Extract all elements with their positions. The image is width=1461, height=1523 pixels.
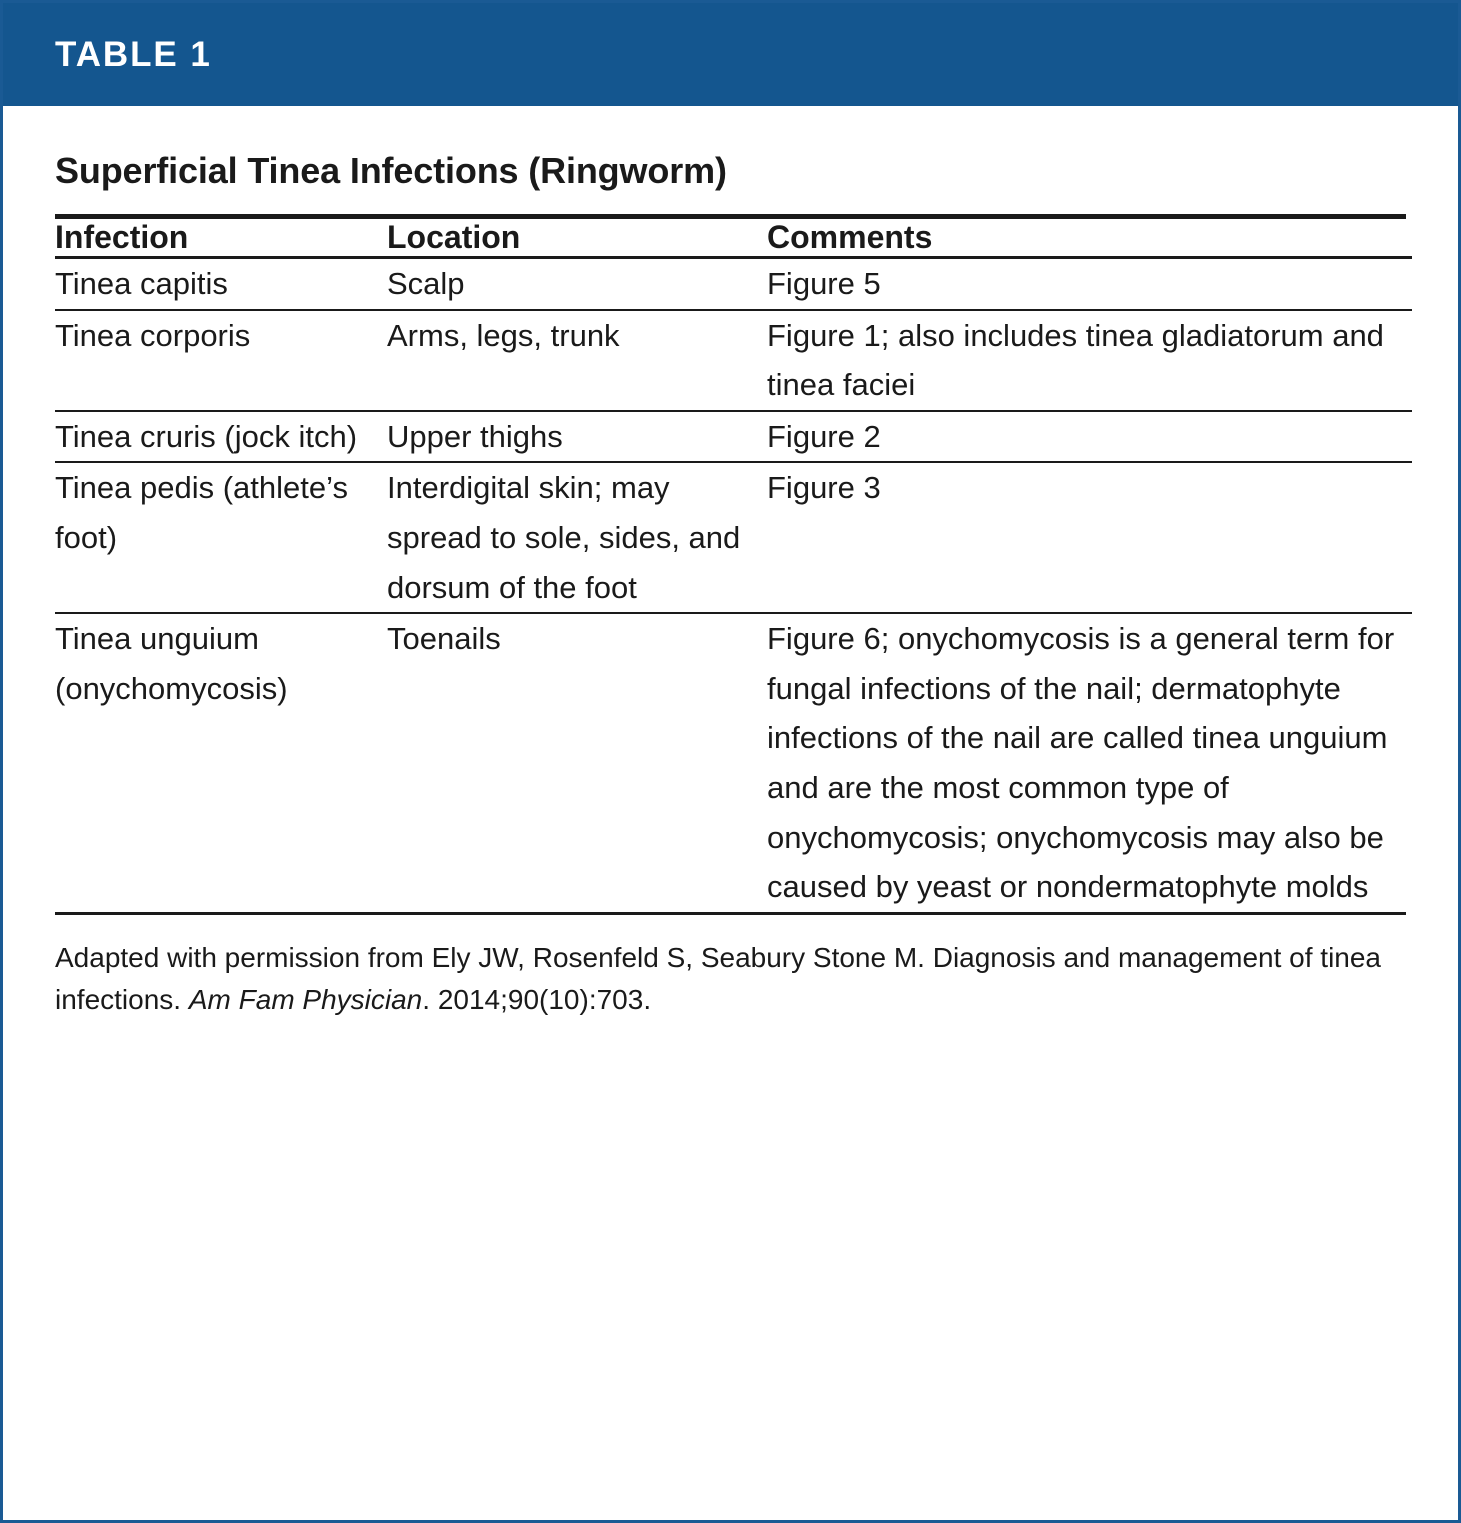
cell-location: Toenails <box>387 621 501 657</box>
cell-location: Arms, legs, trunk <box>387 310 767 411</box>
cell-location: Interdigital skin; may spread to sole, sides, and dorsum of the foot <box>387 462 767 613</box>
cell-infection: Tinea cruris (jock itch) <box>55 411 387 463</box>
footnote-text-part1: Adapted with permission from Ely JW, Rosenfeld S, Seabury Stone M. Diagnosis and management of tinea infections. <box>55 941 1382 1016</box>
cell-infection: Tinea capitis <box>55 258 387 310</box>
table-number-label: TABLE 1 <box>55 34 212 74</box>
cell-infection: Tinea pedis (athlete’s foot) <box>55 462 387 613</box>
table-row <box>55 310 1412 411</box>
table-row <box>55 613 1412 912</box>
table-header-row <box>55 219 1412 258</box>
cell-infection: Tinea corporis <box>55 310 387 411</box>
footnote-text-part2: . 2014;90(10):703. <box>422 984 652 1016</box>
table-row <box>55 462 1412 613</box>
cell-location: Upper thighs <box>387 411 767 463</box>
table-row <box>55 411 1412 463</box>
cell-infection: Tinea unguium (onychomycosis) <box>55 621 288 706</box>
column-header-infection: Infection <box>55 219 387 258</box>
cell-location: Scalp <box>387 258 767 310</box>
cell-comments: Figure 2 <box>767 411 1412 463</box>
table-body <box>3 106 1458 1022</box>
cell-comments: Figure 6; onychomycosis is a general term for fungal infections of the nail; dermatophyte infections of the nail are called tinea unguium and are the most common type of onychomycosis; onychomycosis may also be caused by yeast or nondermatophyte molds <box>767 621 1395 905</box>
table-row <box>55 258 1412 310</box>
column-header-comments: Comments <box>767 219 1412 258</box>
cell-comments: Figure 3 <box>767 462 1412 613</box>
cell-comments: Figure 5 <box>767 258 1412 310</box>
table-banner <box>3 3 1458 106</box>
footnote-journal-name: Am Fam Physician <box>188 984 423 1016</box>
cell-comments: Figure 1; also includes tinea gladiatorum and tinea faciei <box>767 310 1412 411</box>
table-title: Superficial Tinea Infections (Ringworm) <box>55 150 727 191</box>
column-header-location: Location <box>387 219 767 258</box>
table-footnote <box>55 915 1406 1022</box>
tinea-infections-table <box>55 219 1412 912</box>
